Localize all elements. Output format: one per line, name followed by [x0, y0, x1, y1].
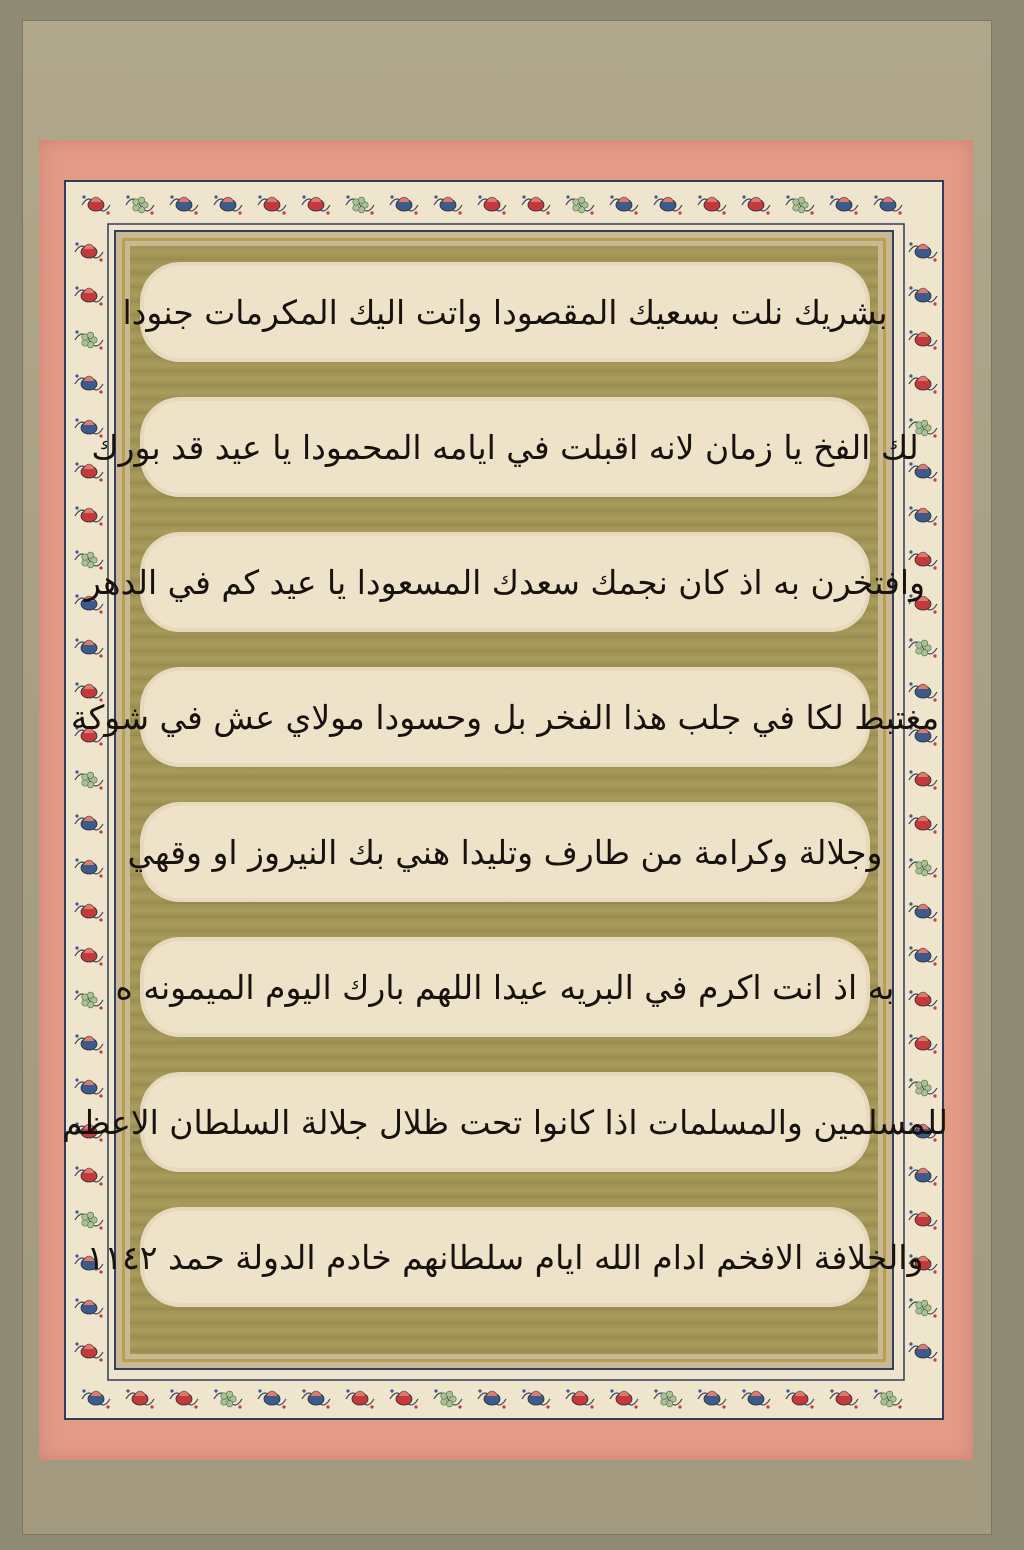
floral-motif [133, 205, 139, 211]
floral-motif [99, 742, 102, 745]
floral-motif [266, 1391, 278, 1396]
floral-motif [917, 244, 929, 249]
floral-motif [442, 197, 454, 202]
floral-motif [578, 197, 584, 203]
floral-motif [75, 1254, 78, 1257]
floral-motif [933, 830, 936, 833]
floral-motif [874, 195, 877, 198]
floral-motif [75, 550, 78, 553]
floral-motif [793, 205, 799, 211]
floral-motif [909, 682, 912, 685]
floral-motif [87, 552, 93, 558]
floral-motif [99, 1358, 102, 1361]
floral-motif [838, 1391, 850, 1396]
floral-motif [87, 992, 93, 998]
floral-motif [933, 566, 936, 569]
floral-motif [353, 205, 359, 211]
floral-motif [917, 816, 929, 821]
floral-motif [909, 858, 912, 861]
floral-motif [654, 195, 657, 198]
floral-motif [414, 211, 417, 214]
floral-motif [83, 640, 95, 645]
floral-motif [75, 1210, 78, 1213]
floral-motif [933, 962, 936, 965]
floral-motif [99, 874, 102, 877]
floral-motif [83, 816, 95, 821]
floral-motif [370, 1405, 373, 1408]
floral-motif [921, 640, 927, 646]
floral-motif [83, 948, 95, 953]
floral-motif [522, 195, 525, 198]
floral-motif [178, 197, 190, 202]
text-line-6 [115, 941, 895, 1033]
floral-motif [933, 1094, 936, 1097]
floral-motif [909, 946, 912, 949]
floral-motif [573, 205, 579, 211]
floral-motif [909, 1342, 912, 1345]
floral-motif [221, 1399, 227, 1405]
floral-motif [830, 1389, 833, 1392]
floral-motif [750, 197, 762, 202]
floral-motif [610, 195, 613, 198]
floral-motif [370, 211, 373, 214]
floral-motif [742, 195, 745, 198]
floral-motif [909, 1298, 912, 1301]
floral-motif [75, 242, 78, 245]
line-text: للمسلمين والمسلمات اذا كانوا تحت ظلال جلالة السلطان الاعظم [62, 1102, 948, 1142]
floral-motif [310, 197, 322, 202]
floral-motif [917, 1036, 929, 1041]
floral-motif [87, 332, 93, 338]
floral-motif [909, 1078, 912, 1081]
floral-motif [921, 1080, 927, 1086]
floral-motif [933, 610, 936, 613]
floral-motif [678, 211, 681, 214]
floral-motif [610, 1389, 613, 1392]
floral-motif [917, 684, 929, 689]
floral-motif [75, 1342, 78, 1345]
floral-motif [706, 1391, 718, 1396]
floral-motif [909, 770, 912, 773]
floral-motif [478, 195, 481, 198]
floral-motif [99, 830, 102, 833]
floral-motif [722, 1405, 725, 1408]
floral-motif [933, 302, 936, 305]
floral-motif [661, 1399, 667, 1405]
floral-motif [83, 1344, 95, 1349]
floral-motif [75, 594, 78, 597]
floral-motif [99, 1182, 102, 1185]
floral-motif [326, 211, 329, 214]
floral-motif [786, 1389, 789, 1392]
floral-motif [909, 990, 912, 993]
line-text: والخلافة الافخم ادام الله ايام سلطانهم خادم الدولة حمد ١١٤٢ [86, 1237, 924, 1277]
floral-motif [921, 420, 927, 426]
floral-motif [214, 1389, 217, 1392]
floral-motif [150, 211, 153, 214]
floral-motif [75, 770, 78, 773]
floral-motif [678, 1405, 681, 1408]
floral-motif [75, 374, 78, 377]
text-line-7 [62, 1076, 948, 1168]
floral-motif [698, 1389, 701, 1392]
floral-motif [398, 197, 410, 202]
floral-motif [99, 1314, 102, 1317]
floral-motif [933, 434, 936, 437]
floral-motif [75, 682, 78, 685]
floral-motif [99, 258, 102, 261]
floral-motif [921, 1300, 927, 1306]
text-line-5 [127, 806, 883, 898]
floral-motif [90, 1391, 102, 1396]
floral-motif [916, 648, 922, 654]
floral-motif [75, 330, 78, 333]
text-panel [62, 246, 948, 1354]
floral-motif [909, 1210, 912, 1213]
floral-motif [546, 211, 549, 214]
floral-motif [99, 1226, 102, 1229]
floral-motif [138, 197, 144, 203]
floral-motif [882, 197, 894, 202]
floral-motif [909, 330, 912, 333]
floral-motif [170, 195, 173, 198]
floral-motif [99, 1050, 102, 1053]
floral-motif [458, 1405, 461, 1408]
floral-motif [82, 1000, 88, 1006]
floral-motif [226, 1391, 232, 1397]
floral-motif [909, 550, 912, 553]
line-text: وافتخرن به اذ كان نجمك سعدك المسعودا يا عيد كم في الدهر [84, 562, 926, 602]
floral-motif [83, 860, 95, 865]
floral-motif [874, 1389, 877, 1392]
floral-motif [87, 1212, 93, 1218]
floral-motif [881, 1399, 887, 1405]
floral-motif [916, 868, 922, 874]
floral-motif [933, 390, 936, 393]
floral-motif [933, 346, 936, 349]
floral-motif [441, 1399, 447, 1405]
floral-motif [933, 1182, 936, 1185]
floral-motif [810, 1405, 813, 1408]
floral-motif [634, 1405, 637, 1408]
floral-motif [830, 195, 833, 198]
floral-motif [194, 211, 197, 214]
floral-motif [83, 376, 95, 381]
floral-motif [346, 1389, 349, 1392]
floral-motif [75, 1034, 78, 1037]
floral-motif [933, 1358, 936, 1361]
inner-frame [62, 230, 948, 1370]
floral-motif [933, 742, 936, 745]
floral-motif [75, 990, 78, 993]
floral-motif [786, 195, 789, 198]
floral-motif [916, 1088, 922, 1094]
floral-motif [99, 962, 102, 965]
floral-motif [75, 286, 78, 289]
floral-motif [917, 992, 929, 997]
floral-motif [83, 508, 95, 513]
floral-motif [134, 1391, 146, 1396]
floral-motif [434, 195, 437, 198]
floral-motif [933, 918, 936, 921]
floral-motif [282, 1405, 285, 1408]
floral-motif [798, 197, 804, 203]
floral-motif [917, 904, 929, 909]
floral-border [62, 180, 948, 1420]
floral-motif [75, 418, 78, 421]
floral-motif [83, 904, 95, 909]
floral-motif [909, 902, 912, 905]
floral-motif [854, 211, 857, 214]
floral-motif [354, 1391, 366, 1396]
floral-motif [618, 1391, 630, 1396]
floral-motif [446, 1391, 452, 1397]
text-line-3 [84, 536, 926, 628]
line-text: وجلالة وكرامة من طارف وتليدا هني بك النيروز او وقهي [127, 832, 883, 872]
floral-motif [258, 195, 261, 198]
floral-motif [126, 1389, 129, 1392]
floral-motif [917, 508, 929, 513]
floral-motif [917, 376, 929, 381]
floral-motif [810, 211, 813, 214]
floral-motif [933, 522, 936, 525]
floral-motif [854, 1405, 857, 1408]
floral-motif [238, 1405, 241, 1408]
floral-motif [917, 552, 929, 557]
floral-motif [106, 211, 109, 214]
floral-motif [99, 1094, 102, 1097]
floral-motif [917, 332, 929, 337]
floral-motif [99, 1006, 102, 1009]
floral-motif [546, 1405, 549, 1408]
floral-motif [83, 1300, 95, 1305]
floral-motif [75, 638, 78, 641]
floral-motif [706, 197, 718, 202]
floral-motif [434, 1389, 437, 1392]
pink-mount [39, 140, 973, 1460]
floral-motif [346, 195, 349, 198]
floral-motif [909, 1166, 912, 1169]
floral-motif [398, 1391, 410, 1396]
floral-motif [75, 946, 78, 949]
floral-motif [917, 1212, 929, 1217]
floral-motif [933, 258, 936, 261]
floral-motif [99, 918, 102, 921]
floral-motif [126, 195, 129, 198]
floral-motif [917, 1168, 929, 1173]
floral-motif [898, 1405, 901, 1408]
line-text: بشريك نلت بسعيك المقصودا واتت اليك المكرمات جنودا [122, 292, 888, 332]
floral-motif [75, 462, 78, 465]
floral-motif [909, 506, 912, 509]
floral-motif [83, 1080, 95, 1085]
floral-motif [909, 286, 912, 289]
line-text: لك الفخ يا زمان لانه اقبلت في ايامه المحمودا يا عيد قد بورك [91, 427, 919, 467]
line-text: مغتبط لكا في جلب هذا الفخر بل وحسودا مولاي عش في شوكة [70, 697, 940, 737]
floral-motif [909, 374, 912, 377]
floral-motif [917, 1344, 929, 1349]
floral-motif [302, 1389, 305, 1392]
floral-motif [933, 1050, 936, 1053]
floral-motif [75, 1298, 78, 1301]
floral-motif [75, 506, 78, 509]
floral-motif [933, 1226, 936, 1229]
floral-motif [99, 654, 102, 657]
floral-motif [222, 197, 234, 202]
floral-motif [662, 197, 674, 202]
text-line-1 [122, 266, 888, 358]
floral-motif [909, 418, 912, 421]
floral-motif [390, 1389, 393, 1392]
floral-motif [566, 1389, 569, 1392]
floral-motif [99, 302, 102, 305]
floral-motif [794, 1391, 806, 1396]
floral-motif [486, 197, 498, 202]
floral-motif [358, 197, 364, 203]
floral-motif [75, 858, 78, 861]
floral-motif [766, 211, 769, 214]
floral-motif [502, 1405, 505, 1408]
floral-motif [909, 814, 912, 817]
floral-motif [99, 478, 102, 481]
floral-motif [75, 814, 78, 817]
floral-motif [742, 1389, 745, 1392]
floral-motif [75, 1166, 78, 1169]
floral-motif [83, 420, 95, 425]
floral-motif [933, 1270, 936, 1273]
floral-motif [82, 1389, 85, 1392]
floral-motif [458, 211, 461, 214]
floral-motif [722, 211, 725, 214]
floral-motif [99, 390, 102, 393]
floral-motif [574, 1391, 586, 1396]
floral-motif [82, 340, 88, 346]
floral-motif [666, 1391, 672, 1397]
floral-motif [530, 197, 542, 202]
floral-motif [478, 1389, 481, 1392]
floral-motif [566, 195, 569, 198]
floral-motif [933, 478, 936, 481]
floral-motif [75, 1078, 78, 1081]
floral-motif [214, 195, 217, 198]
floral-motif [83, 288, 95, 293]
floral-motif [83, 1036, 95, 1041]
floral-motif [917, 948, 929, 953]
floral-motif [933, 1314, 936, 1317]
floral-motif [766, 1405, 769, 1408]
floral-motif [933, 786, 936, 789]
floral-motif [258, 1389, 261, 1392]
floral-motif [522, 1389, 525, 1392]
floral-motif [909, 1034, 912, 1037]
floral-motif [238, 211, 241, 214]
floral-motif [933, 874, 936, 877]
floral-motif [75, 902, 78, 905]
floral-motif [99, 522, 102, 525]
floral-motif [266, 197, 278, 202]
floral-motif [82, 195, 85, 198]
floral-motif [170, 1389, 173, 1392]
floral-motif [90, 197, 102, 202]
floral-motif [898, 211, 901, 214]
album-board [22, 20, 992, 1535]
text-line-4 [70, 671, 940, 763]
floral-motif [87, 772, 93, 778]
floral-motif [886, 1391, 892, 1397]
line-text: به اذ انت اكرم في البريه عيدا اللهم بارك اليوم الميمونه ه [115, 967, 895, 1007]
floral-motif [99, 786, 102, 789]
floral-motif [530, 1391, 542, 1396]
floral-motif [838, 197, 850, 202]
floral-motif [590, 1405, 593, 1408]
floral-motif [106, 1405, 109, 1408]
floral-motif [99, 610, 102, 613]
floral-motif [698, 195, 701, 198]
floral-motif [590, 211, 593, 214]
floral-motif [194, 1405, 197, 1408]
floral-motif [302, 195, 305, 198]
floral-motif [933, 1006, 936, 1009]
floral-motif [654, 1389, 657, 1392]
floral-motif [917, 288, 929, 293]
floral-motif [83, 684, 95, 689]
floral-motif [83, 1168, 95, 1173]
floral-motif [83, 244, 95, 249]
floral-motif [634, 211, 637, 214]
floral-motif [310, 1391, 322, 1396]
floral-motif [750, 1391, 762, 1396]
floral-motif [618, 197, 630, 202]
floral-motif [916, 1308, 922, 1314]
text-line-2 [91, 401, 919, 493]
floral-motif [99, 346, 102, 349]
floral-motif [82, 780, 88, 786]
floral-motif [282, 211, 285, 214]
floral-motif [933, 654, 936, 657]
floral-motif [909, 242, 912, 245]
floral-motif [921, 860, 927, 866]
floral-motif [909, 638, 912, 641]
floral-motif [326, 1405, 329, 1408]
text-line-8 [86, 1211, 924, 1303]
floral-motif [917, 772, 929, 777]
floral-motif [390, 195, 393, 198]
floral-motif [486, 1391, 498, 1396]
floral-motif [414, 1405, 417, 1408]
floral-motif [150, 1405, 153, 1408]
floral-motif [502, 211, 505, 214]
floral-motif [178, 1391, 190, 1396]
floral-motif [82, 1220, 88, 1226]
